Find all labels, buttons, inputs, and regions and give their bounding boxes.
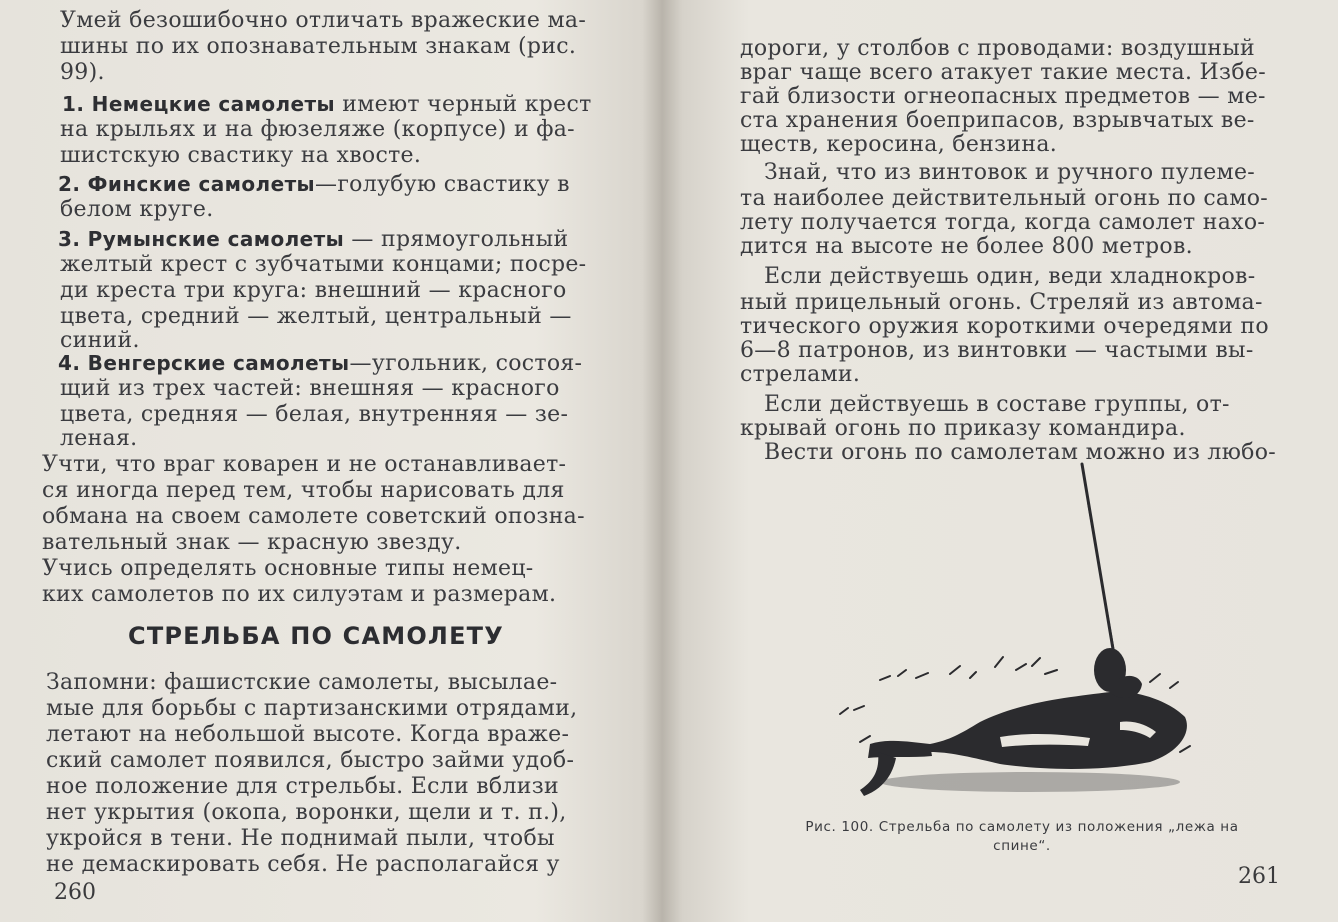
soldier-firing-illustration: [820, 452, 1240, 812]
text-line: Умей безошибочно отличать вражеские ма-: [60, 8, 587, 33]
text-line: ный прицельный огонь. Стреляй из автома-: [740, 290, 1263, 315]
text-line: ди креста три круга: внешний — красного: [60, 278, 567, 303]
text-line: летают на небольшой высоте. Когда враже-: [46, 722, 570, 747]
text-line: Запомни: фашистские самолеты, высылае-: [46, 670, 558, 695]
caption-line: Рис. 100. Стрельба по самолету из положения „лежа на: [805, 819, 1239, 835]
bold-term: 3. Румынские самолеты: [58, 227, 345, 251]
text-line: Учти, что враг коварен и не останавливает-: [42, 452, 567, 477]
text-line: ский самолет появился, быстро займи удоб-: [46, 748, 575, 773]
text-line: та наиболее действительный огонь по само-: [740, 186, 1269, 211]
text-line: щий из трех частей: внешняя — красного: [60, 376, 560, 401]
text-line: гай близости огнеопасных предметов — ме-: [740, 84, 1266, 109]
text-line: 3. Румынские самолеты — прямоугольный: [58, 227, 569, 252]
text-line: ное положение для стрельбы. Если вблизи: [46, 774, 559, 799]
figure-caption: [742, 818, 1302, 856]
text-line: Учись определять основные типы немец-: [42, 556, 534, 581]
text-line: 4. Венгерские самолеты—угольник, состоя-: [58, 351, 583, 376]
text-line: Если действуешь в составе группы, от-: [764, 392, 1230, 417]
text-line: враг чаще всего атакует такие места. Избе-: [740, 60, 1266, 85]
text-line: 99).: [60, 60, 105, 85]
text-line: ких самолетов по их силуэтам и размерам.: [42, 582, 557, 607]
text-line: леная.: [60, 426, 138, 451]
text-line: дороги, у столбов с проводами: воздушный: [740, 36, 1256, 61]
section-heading: СТРЕЛЬБА ПО САМОЛЕТУ: [128, 622, 504, 650]
text-line: ся иногда перед тем, чтобы нарисовать для: [42, 478, 565, 503]
text-line: на крыльях и на фюзеляже (корпусе) и фа-: [60, 117, 575, 142]
text-line: Знай, что из винтовок и ручного пулеме-: [764, 160, 1256, 185]
bold-term: 4. Венгерские самолеты: [58, 351, 350, 375]
text-line: мые для борьбы с партизанскими отрядами,: [46, 696, 578, 721]
text-line: не демаскировать себя. Не располагайся у: [46, 852, 560, 877]
text-line: ществ, керосина, бензина.: [740, 132, 1058, 157]
left-page: [0, 0, 660, 922]
caption-line: спине“.: [993, 838, 1051, 854]
text-line: Если действуешь один, веди хладнокров-: [764, 264, 1256, 289]
text-line: 1. Немецкие самолеты имеют черный крест: [62, 92, 592, 117]
text-line: цвета, средний — желтый, центральный —: [60, 304, 572, 329]
text-line: ста хранения боеприпасов, взрывчатых ве-: [740, 108, 1255, 133]
text-line: 6—8 патронов, из винтовки — частыми вы-: [740, 338, 1254, 363]
text-line: укройся в тени. Не поднимай пыли, чтобы: [46, 826, 555, 851]
text-line: 2. Финские самолеты—голубую свастику в: [58, 172, 570, 197]
text-line: стрелами.: [740, 362, 861, 387]
text-line: синий.: [60, 328, 140, 353]
bold-term: 2. Финские самолеты: [58, 172, 316, 196]
text-line: шины по их опознавательным знакам (рис.: [60, 34, 577, 59]
text-line: белом круге.: [60, 197, 214, 222]
text-line: тического оружия короткими очередями по: [740, 314, 1269, 339]
page-number: 261: [1238, 864, 1280, 889]
bold-term: 1. Немецкие самолеты: [62, 92, 335, 116]
text-line: Вести огонь по самолетам можно из любо-: [764, 440, 1276, 465]
text-line: лету получается тогда, когда самолет нахо-: [740, 210, 1266, 235]
text-line: шистскую свастику на хвосте.: [60, 143, 422, 168]
text-line: цвета, средняя — белая, внутренняя — зе-: [60, 402, 569, 427]
text-line: крывай огонь по приказу командира.: [740, 416, 1186, 441]
text-line: дится на высоте не более 800 метров.: [740, 234, 1193, 259]
text-line: желтый крест с зубчатыми концами; посре-: [60, 252, 587, 277]
page-number: 260: [54, 880, 96, 905]
text-line: вательный знак — красную звезду.: [42, 530, 462, 555]
text-line: обмана на своем самолете советский опозна-: [42, 504, 585, 529]
text-line: нет укрытия (окопа, воронки, щели и т. п.),: [46, 800, 567, 825]
